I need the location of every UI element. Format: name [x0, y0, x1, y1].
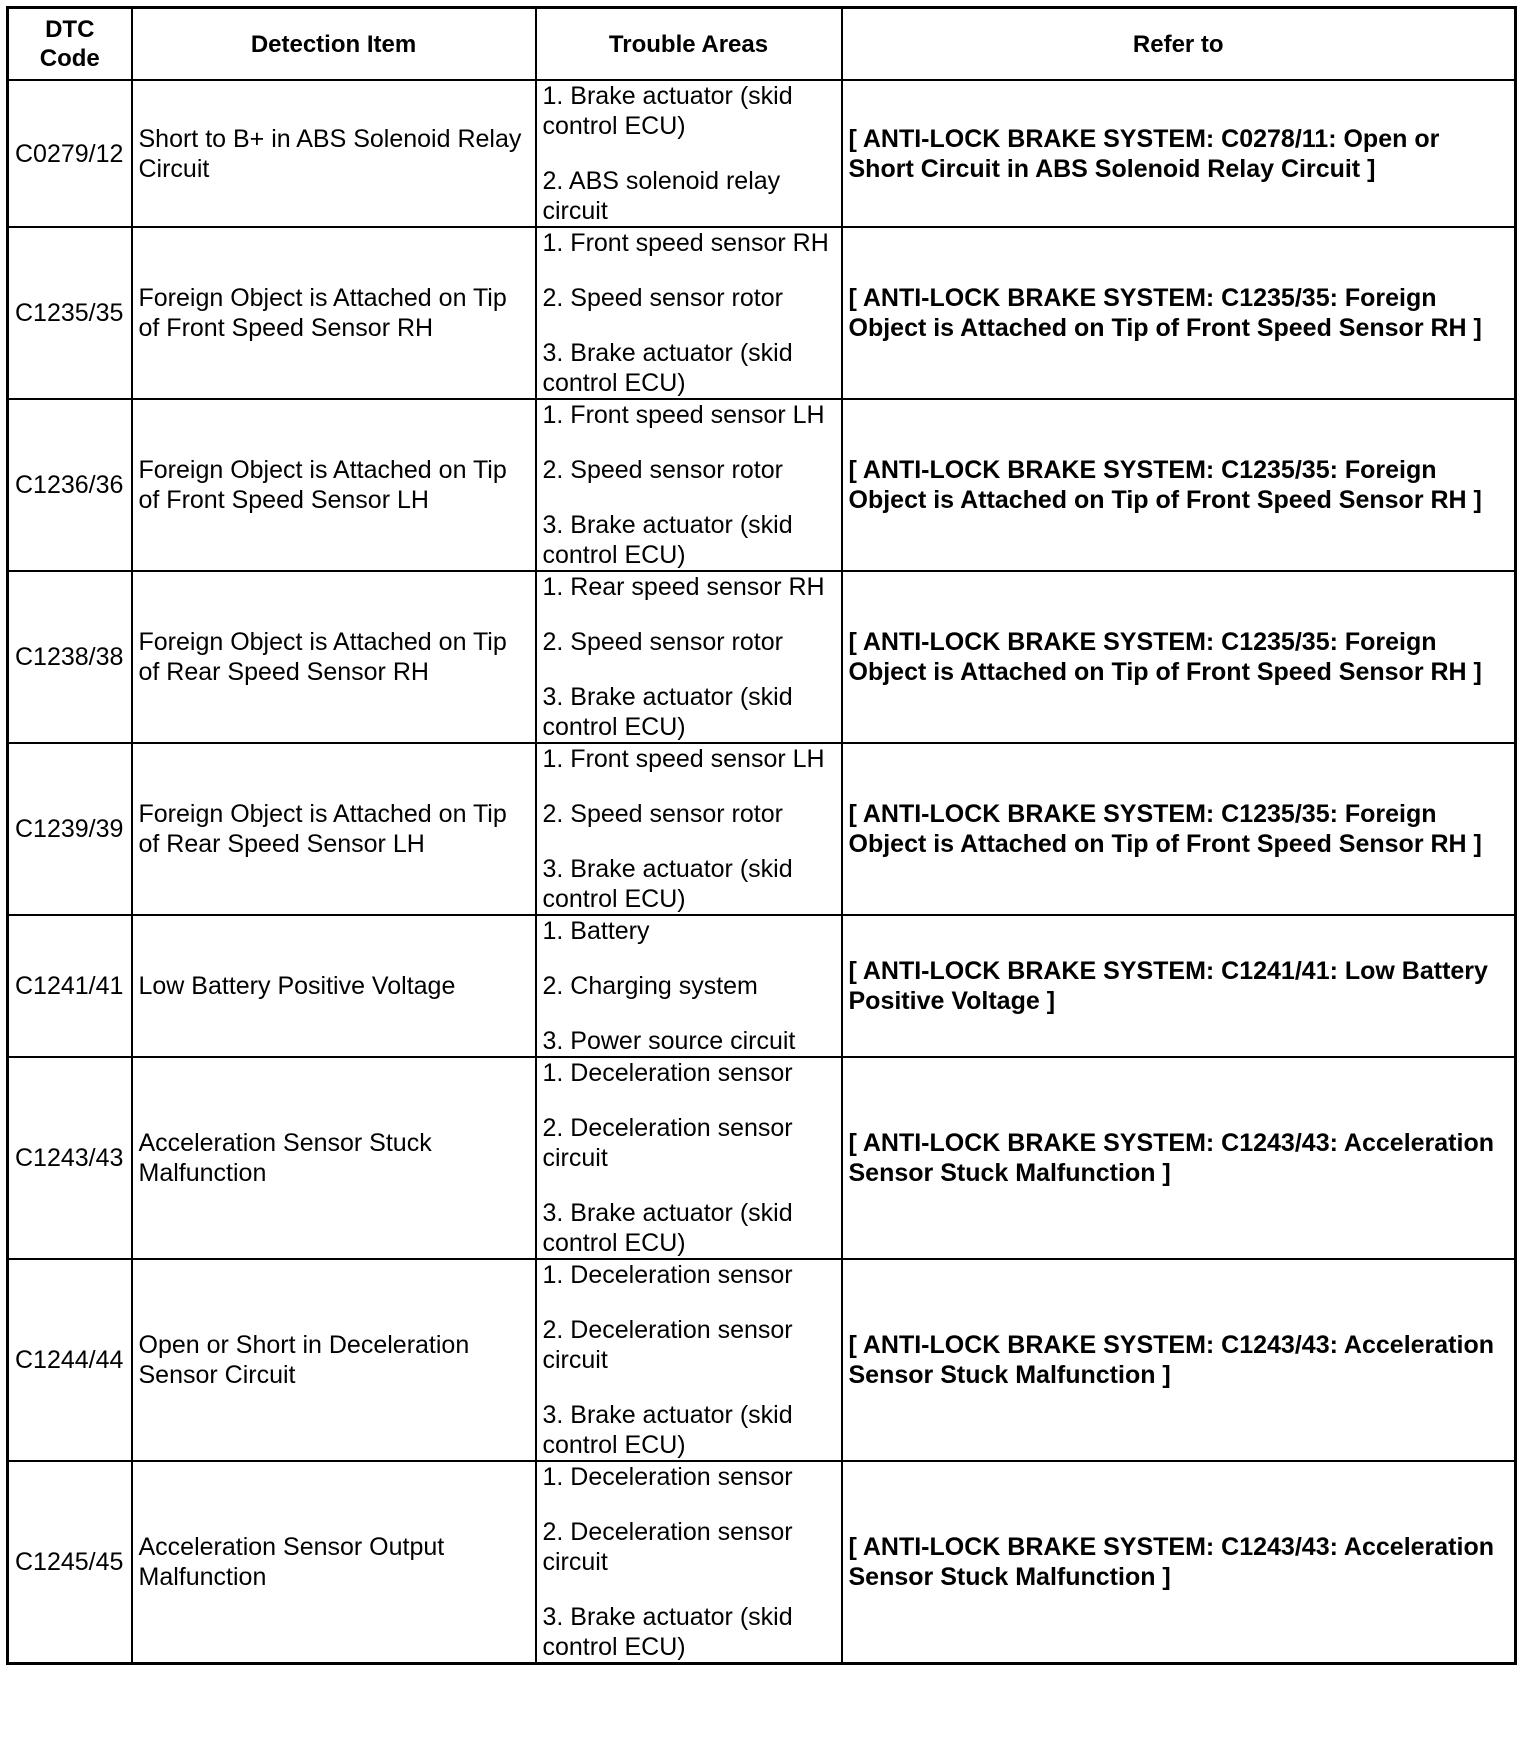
trouble-area-item: 1. Rear speed sensor RH — [542, 573, 825, 601]
table-row — [8, 1057, 1516, 1259]
refer-to-link[interactable]: [ ANTI-LOCK BRAKE SYSTEM: C1235/35: Foreign Object is Attached on Tip of Front Speed Sensor RH ] — [842, 399, 1516, 571]
trouble-areas-cell — [536, 1259, 842, 1461]
table-row — [8, 571, 1516, 743]
detection-item-cell: Acceleration Sensor Stuck Malfunction — [132, 1057, 536, 1259]
table-row — [8, 399, 1516, 571]
detection-item-cell: Foreign Object is Attached on Tip of Front Speed Sensor LH — [132, 399, 536, 571]
trouble-area-item: 3. Brake actuator (skid control ECU) — [542, 855, 793, 913]
trouble-area-item: 2. Deceleration sensor circuit — [542, 1114, 793, 1172]
detection-item-cell: Low Battery Positive Voltage — [132, 915, 536, 1057]
detection-item-cell: Short to B+ in ABS Solenoid Relay Circuit — [132, 80, 536, 227]
trouble-areas-cell — [536, 399, 842, 571]
header-row — [8, 8, 1516, 81]
trouble-area-item: 2. Speed sensor rotor — [542, 628, 783, 656]
detection-item-cell: Foreign Object is Attached on Tip of Rear Speed Sensor RH — [132, 571, 536, 743]
refer-to-link[interactable]: [ ANTI-LOCK BRAKE SYSTEM: C0278/11: Open or Short Circuit in ABS Solenoid Relay Circuit ] — [842, 80, 1516, 227]
trouble-areas-cell — [536, 227, 842, 399]
refer-to-link[interactable]: [ ANTI-LOCK BRAKE SYSTEM: C1243/43: Acceleration Sensor Stuck Malfunction ] — [842, 1461, 1516, 1664]
dtc-code-cell: C1235/35 — [8, 227, 132, 399]
refer-to-link[interactable]: [ ANTI-LOCK BRAKE SYSTEM: C1241/41: Low Battery Positive Voltage ] — [842, 915, 1516, 1057]
table-row — [8, 1461, 1516, 1664]
trouble-area-item: 1. Battery — [542, 917, 650, 945]
header-detection-item: Detection Item — [132, 8, 536, 81]
header-trouble-areas: Trouble Areas — [536, 8, 842, 81]
trouble-area-item: 1. Front speed sensor LH — [542, 401, 825, 429]
table-row — [8, 227, 1516, 399]
table-body — [8, 80, 1516, 1664]
refer-to-link[interactable]: [ ANTI-LOCK BRAKE SYSTEM: C1243/43: Acceleration Sensor Stuck Malfunction ] — [842, 1057, 1516, 1259]
trouble-areas-cell — [536, 743, 842, 915]
trouble-area-item: 3. Brake actuator (skid control ECU) — [542, 1199, 793, 1257]
dtc-code-cell: C1238/38 — [8, 571, 132, 743]
trouble-area-item: 2. Deceleration sensor circuit — [542, 1316, 793, 1374]
trouble-area-item: 3. Brake actuator (skid control ECU) — [542, 1401, 793, 1459]
dtc-code-cell: C0279/12 — [8, 80, 132, 227]
dtc-code-cell: C1243/43 — [8, 1057, 132, 1259]
trouble-areas-cell — [536, 571, 842, 743]
trouble-area-item: 2. ABS solenoid relay circuit — [542, 167, 781, 225]
table-row — [8, 80, 1516, 227]
dtc-table — [6, 6, 1517, 1665]
refer-to-link[interactable]: [ ANTI-LOCK BRAKE SYSTEM: C1235/35: Foreign Object is Attached on Tip of Front Speed Sensor RH ] — [842, 571, 1516, 743]
header-dtc-code: DTC Code — [8, 8, 132, 81]
table-row — [8, 1259, 1516, 1461]
dtc-table-container — [6, 6, 1517, 1665]
trouble-area-item: 2. Speed sensor rotor — [542, 284, 783, 312]
detection-item-cell: Acceleration Sensor Output Malfunction — [132, 1461, 536, 1664]
detection-item-cell: Foreign Object is Attached on Tip of Rear Speed Sensor LH — [132, 743, 536, 915]
dtc-code-cell: C1236/36 — [8, 399, 132, 571]
trouble-area-item: 2. Speed sensor rotor — [542, 456, 783, 484]
trouble-area-item: 3. Brake actuator (skid control ECU) — [542, 511, 793, 569]
table-row — [8, 743, 1516, 915]
dtc-code-cell: C1239/39 — [8, 743, 132, 915]
refer-to-link[interactable]: [ ANTI-LOCK BRAKE SYSTEM: C1235/35: Foreign Object is Attached on Tip of Front Speed Sensor RH ] — [842, 743, 1516, 915]
trouble-area-item: 2. Charging system — [542, 972, 758, 1000]
trouble-area-item: 3. Brake actuator (skid control ECU) — [542, 1603, 793, 1661]
detection-item-cell: Open or Short in Deceleration Sensor Circuit — [132, 1259, 536, 1461]
trouble-area-item: 1. Deceleration sensor — [542, 1463, 793, 1491]
trouble-area-item: 3. Brake actuator (skid control ECU) — [542, 339, 793, 397]
refer-to-link[interactable]: [ ANTI-LOCK BRAKE SYSTEM: C1235/35: Foreign Object is Attached on Tip of Front Speed Sensor RH ] — [842, 227, 1516, 399]
trouble-area-item: 1. Front speed sensor RH — [542, 229, 829, 257]
trouble-area-item: 1. Brake actuator (skid control ECU) — [542, 82, 793, 140]
table-row — [8, 915, 1516, 1057]
detection-item-cell: Foreign Object is Attached on Tip of Front Speed Sensor RH — [132, 227, 536, 399]
trouble-area-item: 1. Deceleration sensor — [542, 1261, 793, 1289]
dtc-code-cell: C1244/44 — [8, 1259, 132, 1461]
trouble-area-item: 1. Front speed sensor LH — [542, 745, 825, 773]
trouble-area-item: 2. Speed sensor rotor — [542, 800, 783, 828]
trouble-areas-cell — [536, 1461, 842, 1664]
refer-to-link[interactable]: [ ANTI-LOCK BRAKE SYSTEM: C1243/43: Acceleration Sensor Stuck Malfunction ] — [842, 1259, 1516, 1461]
trouble-areas-cell — [536, 915, 842, 1057]
trouble-areas-cell — [536, 1057, 842, 1259]
trouble-area-item: 1. Deceleration sensor — [542, 1059, 793, 1087]
header-refer-to: Refer to — [842, 8, 1516, 81]
trouble-area-item: 2. Deceleration sensor circuit — [542, 1518, 793, 1576]
trouble-areas-cell — [536, 80, 842, 227]
trouble-area-item: 3. Power source circuit — [542, 1027, 796, 1055]
dtc-code-cell: C1241/41 — [8, 915, 132, 1057]
dtc-code-cell: C1245/45 — [8, 1461, 132, 1664]
trouble-area-item: 3. Brake actuator (skid control ECU) — [542, 683, 793, 741]
